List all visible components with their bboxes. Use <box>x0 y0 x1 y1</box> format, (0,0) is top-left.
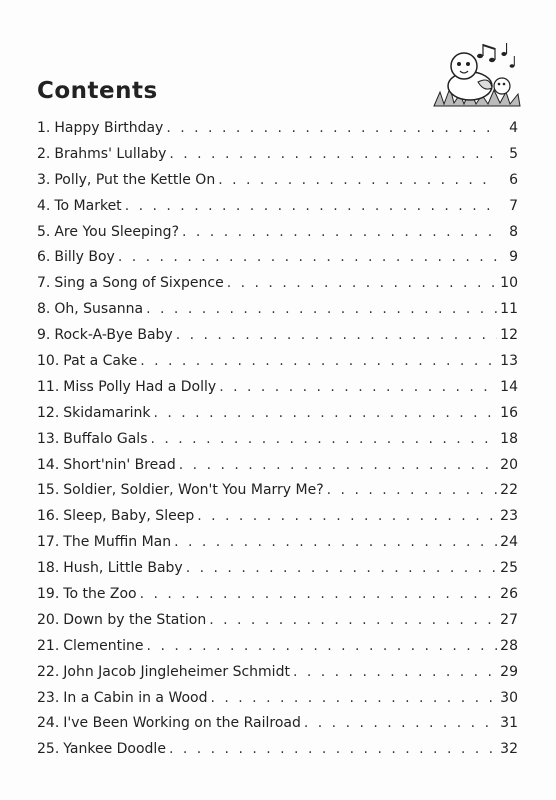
toc-entry <box>37 271 518 297</box>
entry-title: Buffalo Gals <box>63 430 148 447</box>
entry-title: Yankee Doodle <box>63 741 166 758</box>
entry-number: 12. <box>37 404 60 421</box>
dot-leader <box>182 220 497 246</box>
dot-leader <box>169 142 497 168</box>
entry-page-number: 26 <box>500 586 518 603</box>
toc-entry <box>37 686 518 712</box>
entry-page-number: 31 <box>500 715 518 732</box>
dot-leader <box>125 194 497 220</box>
entry-number: 4. <box>37 197 51 214</box>
entry-number: 9. <box>37 327 51 344</box>
dot-leader <box>327 478 497 504</box>
toc-entry <box>37 220 518 246</box>
entry-title: Pat a Cake <box>63 353 138 370</box>
toc-entry <box>37 530 518 556</box>
entry-title: Polly, Put the Kettle On <box>54 171 216 188</box>
entry-number: 18. <box>37 560 60 577</box>
toc-entry <box>37 245 518 271</box>
entry-title: Clementine <box>63 637 144 654</box>
dot-leader <box>174 530 497 556</box>
entry-number: 3. <box>37 171 51 188</box>
entry-title: Down by the Station <box>63 611 207 628</box>
dot-leader <box>218 168 497 194</box>
entry-page-number: 4 <box>509 120 518 136</box>
entry-page-number: 8 <box>509 223 518 240</box>
toc-entry <box>37 168 518 194</box>
entry-page-number: 9 <box>509 249 518 266</box>
table-of-contents <box>37 116 518 763</box>
dot-leader <box>209 608 497 634</box>
entry-title: Brahms' Lullaby <box>54 145 167 162</box>
toc-entry <box>37 116 518 142</box>
entry-title: Are You Sleeping? <box>54 223 179 240</box>
dot-leader <box>304 711 497 737</box>
entry-title: Billy Boy <box>54 249 115 266</box>
toc-entry <box>37 401 518 427</box>
entry-page-number: 20 <box>500 456 518 473</box>
dot-leader <box>150 427 497 453</box>
entry-page-number: 7 <box>509 197 518 214</box>
toc-entry <box>37 349 518 375</box>
entry-page-number: 13 <box>500 353 518 370</box>
toc-entry <box>37 608 518 634</box>
toc-entry <box>37 194 518 220</box>
entry-title: Sing a Song of Sixpence <box>54 275 224 292</box>
entry-page-number: 32 <box>500 741 518 758</box>
entry-page-number: 25 <box>500 560 518 577</box>
entry-page-number: 6 <box>509 171 518 188</box>
entry-title: Skidamarink <box>63 404 151 421</box>
entry-page-number: 29 <box>500 663 518 680</box>
dot-leader <box>210 686 497 712</box>
entry-title: Sleep, Baby, Sleep <box>63 508 195 525</box>
entry-title: Happy Birthday <box>54 120 164 136</box>
toc-entry <box>37 142 518 168</box>
entry-number: 24. <box>37 715 60 732</box>
entry-number: 17. <box>37 534 60 551</box>
toc-entry <box>37 323 518 349</box>
entry-page-number: 28 <box>500 637 518 654</box>
entry-number: 6. <box>37 249 51 266</box>
toc-entry <box>37 297 518 323</box>
entry-number: 2. <box>37 145 51 162</box>
entry-page-number: 10 <box>500 275 518 292</box>
entry-number: 13. <box>37 430 60 447</box>
entry-number: 20. <box>37 611 60 628</box>
entry-title: John Jacob Jingleheimer Schmidt <box>63 663 290 680</box>
cartoon-chick-with-music-notes-icon <box>430 40 522 110</box>
entry-title: In a Cabin in a Wood <box>63 689 208 706</box>
toc-entry <box>37 375 518 401</box>
entry-page-number: 5 <box>509 145 518 162</box>
entry-number: 10. <box>37 353 60 370</box>
dot-leader <box>166 116 497 142</box>
entry-page-number: 11 <box>500 301 518 318</box>
dot-leader <box>179 453 497 479</box>
page-title: Contents <box>37 78 158 104</box>
entry-title: Soldier, Soldier, Won't You Marry Me? <box>63 482 324 499</box>
entry-number: 19. <box>37 586 60 603</box>
dot-leader <box>197 504 497 530</box>
entry-number: 7. <box>37 275 51 292</box>
entry-page-number: 23 <box>500 508 518 525</box>
entry-page-number: 24 <box>500 534 518 551</box>
entry-number: 8. <box>37 301 51 318</box>
dot-leader <box>219 375 497 401</box>
dot-leader <box>176 323 497 349</box>
entry-page-number: 16 <box>500 404 518 421</box>
toc-entry <box>37 453 518 479</box>
toc-entry <box>37 737 518 763</box>
toc-entry <box>37 556 518 582</box>
entry-title: Short'nin' Bread <box>63 456 176 473</box>
entry-number: 22. <box>37 663 60 680</box>
entry-number: 23. <box>37 689 60 706</box>
entry-title: To Market <box>54 197 122 214</box>
entry-number: 5. <box>37 223 51 240</box>
dot-leader <box>153 401 497 427</box>
dot-leader <box>227 271 497 297</box>
entry-page-number: 12 <box>500 327 518 344</box>
dot-leader <box>147 634 497 660</box>
entry-page-number: 22 <box>500 482 518 499</box>
entry-title: Miss Polly Had a Dolly <box>63 378 217 395</box>
entry-title: I've Been Working on the Railroad <box>63 715 301 732</box>
dot-leader <box>146 297 497 323</box>
dot-leader <box>186 556 497 582</box>
toc-entry <box>37 711 518 737</box>
entry-number: 25. <box>37 741 60 758</box>
entry-title: Rock-A-Bye Baby <box>54 327 173 344</box>
toc-entry <box>37 660 518 686</box>
dot-leader <box>169 737 497 763</box>
entry-title: Hush, Little Baby <box>63 560 183 577</box>
toc-entry <box>37 427 518 453</box>
entry-page-number: 30 <box>500 689 518 706</box>
toc-entry <box>37 582 518 608</box>
entry-number: 21. <box>37 637 60 654</box>
dot-leader <box>140 349 497 375</box>
toc-entry <box>37 478 518 504</box>
toc-entry <box>37 634 518 660</box>
entry-number: 15. <box>37 482 60 499</box>
entry-page-number: 14 <box>500 378 518 395</box>
dot-leader <box>118 245 497 271</box>
entry-page-number: 18 <box>500 430 518 447</box>
entry-title: To the Zoo <box>63 586 137 603</box>
dot-leader <box>293 660 497 686</box>
entry-page-number: 27 <box>500 611 518 628</box>
entry-number: 16. <box>37 508 60 525</box>
entry-title: Oh, Susanna <box>54 301 144 318</box>
entry-title: The Muffin Man <box>63 534 172 551</box>
entry-number: 1. <box>37 120 51 136</box>
dot-leader <box>140 582 497 608</box>
entry-number: 11. <box>37 378 60 395</box>
toc-entry <box>37 504 518 530</box>
entry-number: 14. <box>37 456 60 473</box>
